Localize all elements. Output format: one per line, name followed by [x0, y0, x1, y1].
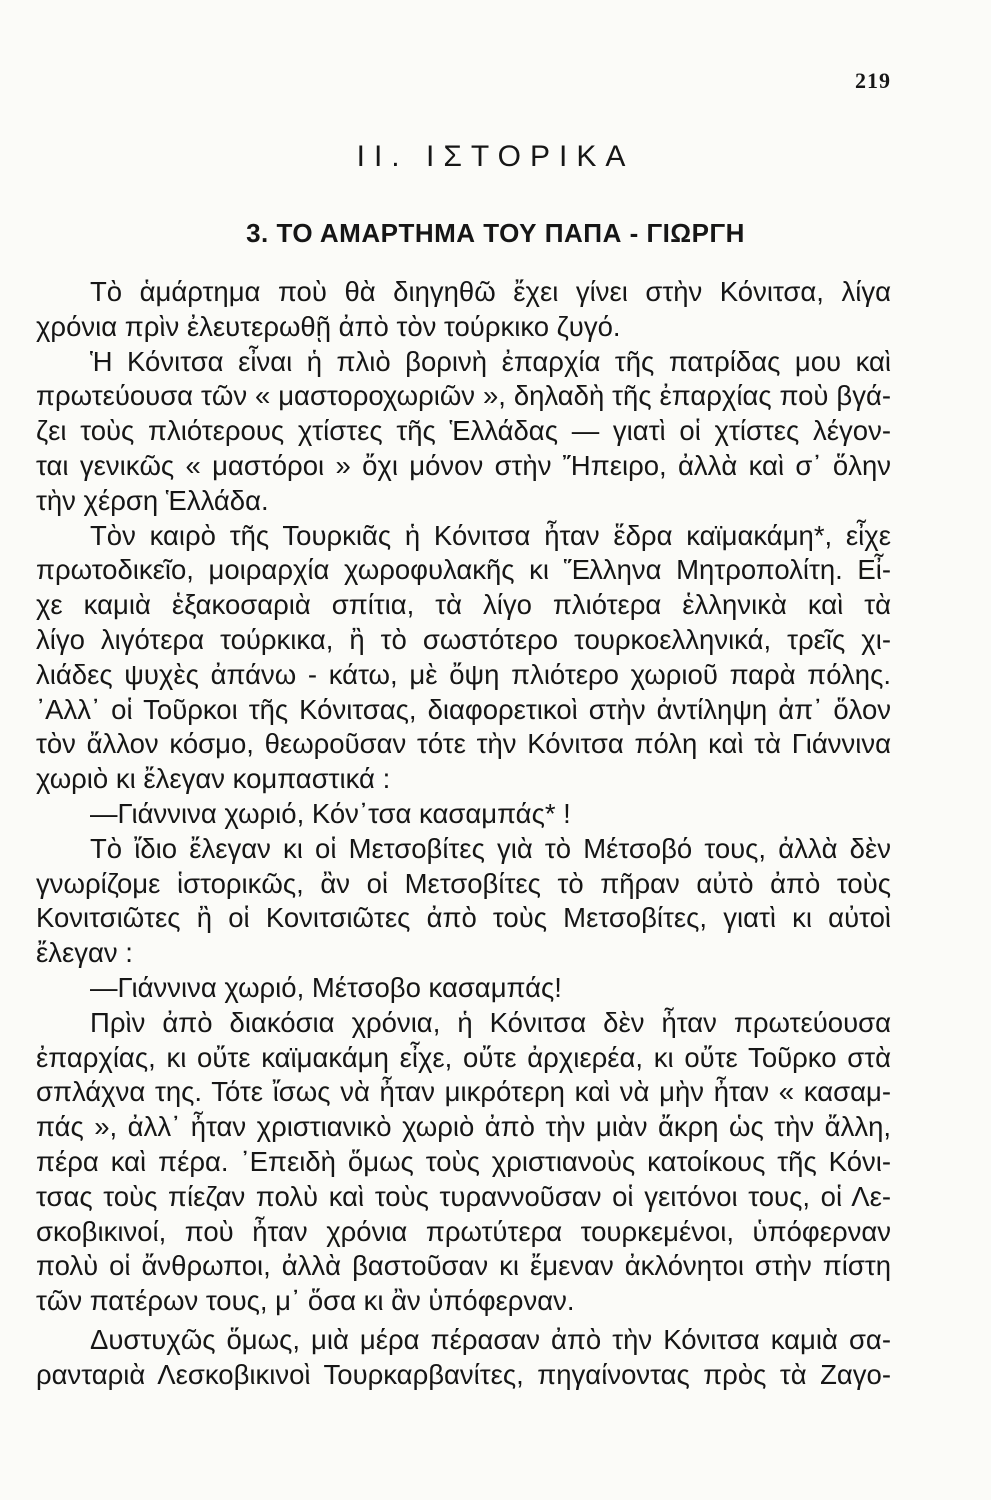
chapter-heading: 3. ΤΟ ΑΜΑΡΤΗΜΑ ΤΟΥ ΠΑΠΑ - ΓΙΩΡΓΗ — [246, 218, 745, 248]
text-line: πρωτοδικεῖο, μοιραρχία χωροφυλακῆς κι Ἕλληνα Μητροπολίτη. Εἶ- — [36, 554, 891, 586]
text-line: σπλάχνα της. Τότε ἴσως νὰ ἦταν μικρότερη καὶ νὰ μὴν ἦταν « κασαμ- — [36, 1076, 891, 1108]
text-line: πολὺ οἱ ἄνθρωποι, ἀλλὰ βαστοῦσαν κι ἔμεναν ἀκλόνητοι στὴν πίστη — [36, 1250, 891, 1282]
text-line: Δυστυχῶς ὅμως, μιὰ μέρα πέρασαν ἀπὸ τὴν Κόνιτσα καμιὰ σα- — [90, 1323, 891, 1355]
text-line: Τὸ ἴδιο ἔλεγαν κι οἱ Μετσοβίτες γιὰ τὸ Μέτσοβό τους, ἀλλὰ δὲν — [90, 832, 891, 864]
text-line: πάς », ἀλλ᾿ ἦταν χριστιανικὸ χωριὸ ἀπὸ τὴν μιὰν ἄκρη ὡς τὴν ἄλλη, — [36, 1111, 891, 1143]
text-line: Πρὶν ἀπὸ διακόσια χρόνια, ἡ Κόνιτσα δὲν ἦταν πρωτεύουσα — [90, 1006, 891, 1038]
text-line: Κονιτσιῶτες ἢ οἱ Κονιτσιῶτες ἀπὸ τοὺς Μετσοβίτες, γιατὶ κι αὐτοὶ — [36, 902, 891, 934]
page-number: 219 — [855, 68, 891, 93]
text-line: σκοβικινοί, ποὺ ἦταν χρόνια πρωτύτερα τουρκεμένοι, ὑπόφερναν — [36, 1215, 891, 1247]
text-line: λιάδες ψυχὲς ἀπάνω - κάτω, μὲ ὄψη πλιότερο χωριοῦ παρὰ πόλης. — [36, 658, 891, 690]
text-line: τὸν ἄλλον κόσμο, θεωροῦσαν τότε τὴν Κόνιτσα πόλη καὶ τὰ Γιάννινα — [36, 728, 891, 760]
text-line: χε καμιὰ ἑξακοσαριὰ σπίτια, τὰ λίγο πλιότερα ἑλληνικὰ καὶ τὰ — [36, 589, 891, 621]
text-line: τὴν χέρση Ἑλλάδα. — [36, 484, 269, 516]
text-line: πέρα καὶ πέρα. ᾿Επειδὴ ὅμως τοὺς χριστιανοὺς κατοίκους τῆς Κόνι- — [36, 1145, 891, 1177]
text-line: λίγο λιγότερα τούρκικα, ἢ τὸ σωστότερο τουρκοελληνικά, τρεῖς χι- — [36, 623, 891, 655]
text-line: ἔλεγαν : — [36, 937, 133, 969]
text-line: —Γιάννινα χωριό, Κόν᾿τσα κασαμπάς* ! — [90, 797, 571, 829]
text-line: ζει τοὺς πλιότερους χτίστες τῆς Ἑλλάδας — γιατὶ οἱ χτίστες λέγον- — [36, 415, 891, 447]
text-line: τῶν πατέρων τους, μ᾿ ὅσα κι ἂν ὑπόφερναν. — [36, 1285, 575, 1317]
text-line: ᾿Αλλ᾿ οἱ Τοῦρκοι τῆς Κόνιτσας, διαφορετικοὶ στὴν ἀντίληψη ἀπ᾿ ὅλον — [36, 693, 891, 725]
text-line: ἐπαρχίας, κι οὔτε καϊμακάμη εἶχε, οὔτε ἀρχιερέα, κι οὔτε Τοῦρκο στὰ — [36, 1041, 891, 1073]
text-line: —Γιάννινα χωριό, Μέτσοβο κασαμπάς! — [90, 971, 562, 1003]
body-text — [36, 275, 891, 1393]
text-line: Τὸν καιρὸ τῆς Τουρκιᾶς ἡ Κόνιτσα ἦταν ἕδρα καϊμακάμη*, εἶχε — [90, 519, 891, 551]
text-line: πρωτεύουσα τῶν « μαστοροχωριῶν », δηλαδὴ τῆς ἐπαρχίας ποὺ βγά- — [36, 380, 891, 412]
text-line: γνωρίζομε ἱστορικῶς, ἂν οἱ Μετσοβίτες τὸ πῆραν αὐτὸ ἀπὸ τοὺς — [36, 867, 891, 899]
text-line: χρόνια πρὶν ἐλευτερωθῇ ἀπὸ τὸν τούρκικο ζυγό. — [36, 310, 621, 342]
section-heading: II. ΙΣΤΟΡΙΚΑ — [356, 140, 635, 173]
text-line: ται γενικῶς « μαστόροι » ὄχι μόνον στὴν Ἤπειρο, ἀλλὰ καὶ σ᾿ ὅλην — [36, 449, 891, 481]
text-line: Τὸ ἁμάρτημα ποὺ θὰ διηγηθῶ ἔχει γίνει στὴν Κόνιτσα, λίγα — [90, 276, 891, 307]
text-line: τσας τοὺς πίεζαν πολὺ καὶ τοὺς τυραννοῦσαν οἱ γειτόνοι τους, οἱ Λε- — [36, 1180, 891, 1212]
text-line: ρανταριὰ Λεσκοβικινοὶ Τουρκαρβανίτες, πηγαίνοντας πρὸς τὰ Ζαγο- — [36, 1358, 891, 1390]
text-line: Ἡ Κόνιτσα εἶναι ἡ πλιὸ βορινὴ ἐπαρχία τῆς πατρίδας μου καὶ — [90, 345, 891, 377]
text-line: χωριὸ κι ἔλεγαν κομπαστικά : — [36, 763, 391, 795]
